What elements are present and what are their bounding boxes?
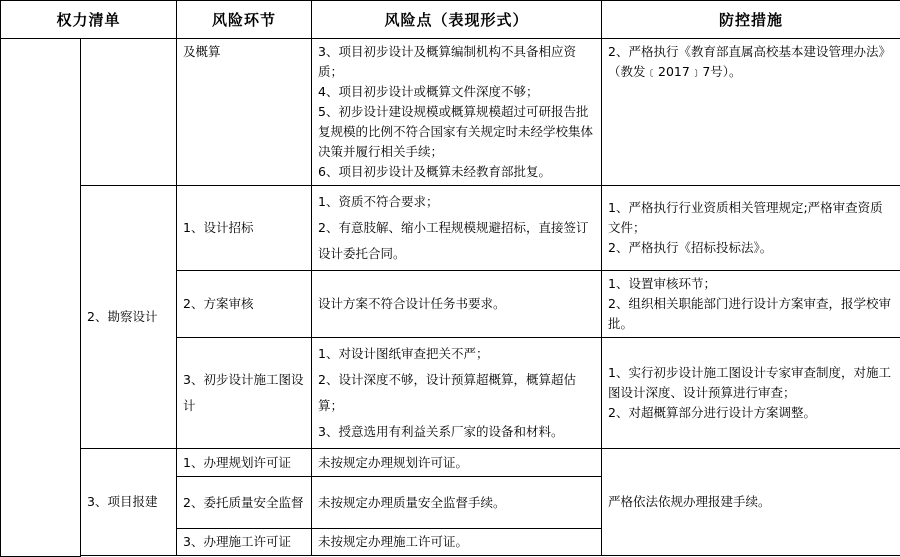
risk-cell: 未按规定办理规划许可证。 (312, 449, 602, 477)
link-cell: 3、初步设计施工图设计 (177, 338, 312, 449)
control-cell: 1、设置审核环节； 2、组织相关职能部门进行设计方案审查，报学校审批。 (602, 271, 900, 338)
risk-cell: 未按规定办理施工许可证。 (312, 529, 602, 556)
stage-cell: 3、项目报建 (81, 449, 177, 556)
risk-cell: 1、对设计图纸审查把关不严； 2、设计深度不够，设计预算超概算，概算超估算； 3、授意选用有利益关系厂家的设备和材料。 (312, 338, 602, 449)
control-cell: 1、实行初步设计施工图设计专家审查制度，对施工图设计深度、设计预算进行审查； 2、对超概算部分进行设计方案调整。 (602, 338, 900, 449)
link-cell: 及概算 (177, 39, 312, 186)
header-control-measures: 防控措施 (602, 1, 900, 39)
stage-cell (81, 39, 177, 186)
stage-cell: 2、勘察设计 (81, 186, 177, 449)
link-cell: 2、方案审核 (177, 271, 312, 338)
link-cell: 1、办理规划许可证 (177, 449, 312, 477)
risk-cell: 设计方案不符合设计任务书要求。 (312, 271, 602, 338)
link-cell: 1、设计招标 (177, 186, 312, 271)
blank-left-cell (1, 39, 81, 557)
table-row (1, 449, 900, 477)
control-cell: 严格依法依规办理报建手续。 (602, 449, 900, 556)
control-cell: 1、严格执行行业资质相关管理规定;严格审查资质文件； 2、严格执行《招标投标法》。 (602, 186, 900, 271)
header-risk-link: 风险环节 (177, 1, 312, 39)
header-risk-point: 风险点（表现形式） (312, 1, 602, 39)
table-row (1, 186, 900, 271)
header-power-list: 权力清单 (1, 1, 177, 39)
link-cell: 2、委托质量安全监督 (177, 477, 312, 529)
risk-cell: 1、资质不符合要求； 2、有意肢解、缩小工程规模规避招标，直接签订设计委托合同。 (312, 186, 602, 271)
link-cell: 3、办理施工许可证 (177, 529, 312, 556)
header-row (1, 1, 900, 39)
table-row (1, 39, 900, 186)
control-cell: 2、严格执行《教育部直属高校基本建设管理办法》（教发﹝2017﹞7号）。 (602, 39, 900, 186)
risk-cell: 未按规定办理质量安全监督手续。 (312, 477, 602, 529)
risk-cell: 3、项目初步设计及概算编制机构不具备相应资质； 4、项目初步设计或概算文件深度不够； 5、初步设计建设规模或概算规模超过可研报告批复规模的比例不符合国家有关规定时未经学校集体决策并履行相关手续； 6、项目初步设计及概算未经教育部批复。 (312, 39, 602, 186)
